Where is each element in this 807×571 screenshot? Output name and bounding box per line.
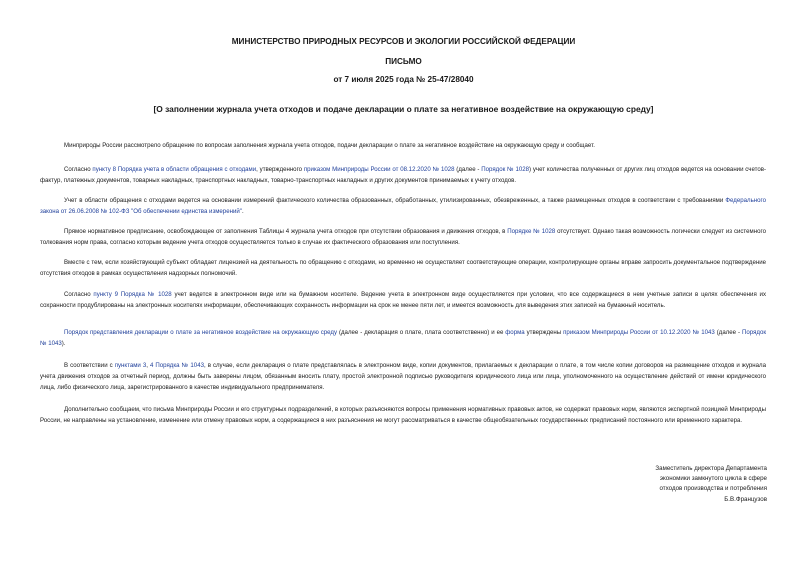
paragraph-8: [40, 361, 766, 393]
p1-text: Минприроды России рассмотрело обращение по вопросам заполнения журнала учета отходов, подачи декларации о плате за негативное воздействие на окружающую среду и сообщает.: [64, 142, 595, 149]
link-items-3[interactable]: пунктами 3: [114, 362, 147, 369]
paragraph-3: [40, 196, 766, 218]
p8-text-2: ,: [146, 362, 150, 369]
p7-text-1: (далее - декларация о плате, плата соответственно) и ее: [337, 329, 506, 336]
link-order-1043[interactable]: приказом Минприроды России от 10.12.2020 № 1043: [563, 329, 715, 336]
link-procedure-1043[interactable]: Порядок № 1043: [40, 329, 767, 347]
paragraph-2: [40, 165, 766, 187]
signature-position-line-3: отходов производства и потребления: [659, 485, 767, 493]
p2-text-1: Согласно: [64, 166, 93, 173]
p3-text-2: .: [241, 207, 244, 215]
link-waste-accounting-procedure-p8[interactable]: пункту 8 Порядка учета в области обращения с отходами: [92, 166, 257, 173]
document-subject: [О заполнении журнала учета отходов и подаче декларации о плате за негативное воздействие на окружающую среду]: [153, 104, 654, 114]
p7-text-2: утверждены: [524, 329, 564, 336]
signature-position-line-1: Заместитель директора Департамента: [655, 465, 767, 472]
p2-text-2: , утвержденного: [256, 166, 304, 173]
link-procedure-1028[interactable]: Порядок № 1028: [481, 166, 530, 173]
p4-text-1: Прямое нормативное предписание, освобождающее от заполнения Таблицы 4 журнала учета отходов при отсутствии образования и движения отходов, в: [64, 228, 508, 235]
p2-text-3: (далее -: [454, 166, 482, 173]
p3-text-1: Учет в области обращения с отходами ведется на основании измерений фактического количества образованных, обработанных, утилизированных, обезвреженных, а также размещенных отходов в соответствии с требованиями: [64, 197, 726, 204]
signature-name: Б.В.Французов: [724, 495, 767, 503]
signature-block: [547, 464, 767, 505]
ministry-title: МИНИСТЕРСТВО ПРИРОДНЫХ РЕСУРСОВ И ЭКОЛОГИИ РОССИЙСКОЙ ФЕДЕРАЦИИ: [231, 37, 576, 46]
paragraph-5: [40, 258, 766, 280]
link-p9-procedure-1028[interactable]: пункту 9 Порядка № 1028: [93, 291, 172, 298]
p5-text: Вместе с тем, если хозяйствующий субъект обладает лицензией на деятельность по обращению с отходами, но временно не осуществляет соответствующие операции, контролирующие органы вправе запросить документальное подтверждение отсутствия отходов в рамках осуществления надзорных полномочий.: [40, 259, 766, 277]
paragraph-4: [40, 227, 766, 249]
p2-text-4: ) учет количества полученных от других лиц отходов ведется на основании счетов-фактур, платежных документов, товарных накладных, транспортных накладных, товарно-транспортных накладных и других документов принимаемых к учету отходов.: [40, 166, 767, 184]
p4-text-2: отсутствует. Однако такая возможность логически следует из системного толкования норм права, согласно которым ведение учета отходов осуществляется только в случае их фактического образования или поступления.: [40, 228, 766, 246]
link-item-4-procedure-1043[interactable]: 4 Порядка № 1043: [149, 362, 204, 369]
link-order-1028[interactable]: приказом Минприроды России от 08.12.2020 № 1028: [303, 166, 455, 173]
document-date-number: от 7 июля 2025 года № 25-47/28040: [333, 75, 474, 84]
paragraph-9: [40, 405, 766, 427]
p7-text-3: (далее -: [714, 329, 742, 336]
signature-position-line-2: экономики замкнутого цикла в сфере: [659, 475, 767, 483]
paragraph-1: [40, 141, 766, 152]
paragraph-7: [40, 328, 766, 350]
p8-text-3: , в случае, если декларация о плате представлялась в электронном виде, копии документов, прилагаемых к декларации о плате, в том числе копии договоров на размещение отходов и журнала учета движения отходов за отчетный период, должны быть заверены лицом, обязанным вносить плату, простой электронной подписью руководителя юридического лица или лица, уполномоченного на осуществление действий от имени юридического лица, либо физического лица, зарегистрированного в качестве индивидуального предпринимателя.: [40, 362, 766, 391]
p7-text-4: ).: [61, 339, 66, 347]
p6-text-1: Согласно: [64, 291, 94, 298]
link-declaration-procedure[interactable]: Порядок представления декларации о плате за негативное воздействие на окружающую среду: [64, 329, 338, 336]
link-procedure-1028-b[interactable]: Порядке № 1028: [507, 228, 556, 235]
p6-text-2: учет ведется в электронном виде или на бумажном носителе. Ведение учета в электронном виде осуществляется при условии, что все содержащиеся в нем учетные записи в целях обеспечения их сохранности продублированы на электронных носителях информации, обеспечивающих сохранность информации на срок не менее пяти лет, и имеется возможность для выведения этих записей на бумажный носитель.: [40, 291, 766, 309]
document-kind: ПИСЬМО: [385, 57, 422, 66]
p9-text: Дополнительно сообщаем, что письма Минприроды России и его структурных подразделений, в которых разъясняются вопросы применения нормативных правовых актов, не содержат правовых норм, являются экспертной позицией Минприроды России, не направлены на установление, изменение или отмену правовых норм, а содержащиеся в них разъяснения не могут рассматриваться в качестве общеобязательных государственных предписаний постоянного или временного характера.: [40, 406, 766, 424]
link-declaration-form[interactable]: форма: [505, 329, 525, 336]
link-federal-law-102[interactable]: Федерального закона от 26.06.2008 № 102-ФЗ "Об обеспечении единства измерений": [40, 197, 766, 215]
paragraph-6: [40, 290, 766, 312]
p8-text-1: В соответствии с: [64, 362, 115, 369]
